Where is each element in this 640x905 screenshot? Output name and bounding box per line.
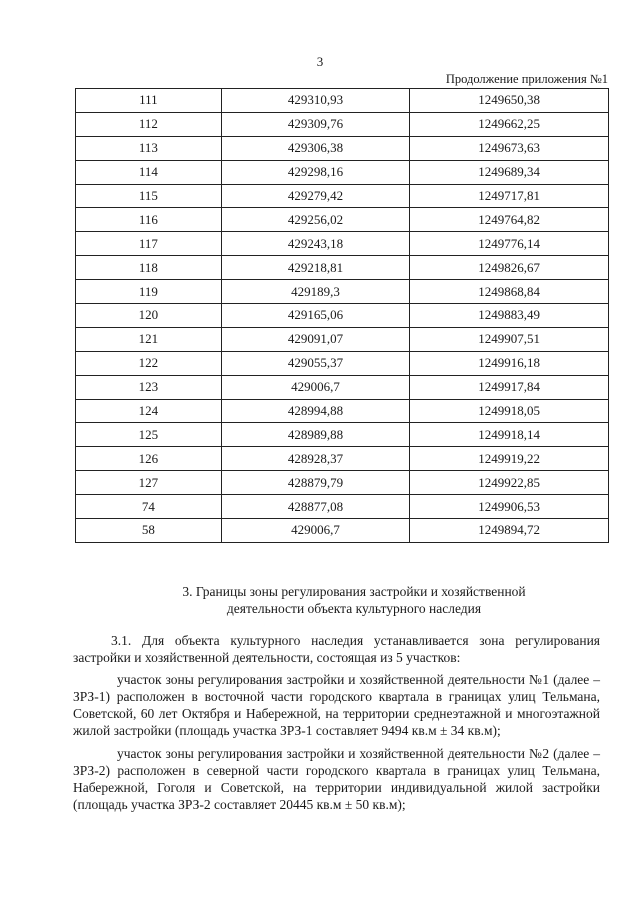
table-row [76, 232, 609, 256]
table-row [76, 447, 609, 471]
y-coordinate-cell: 1249916,18 [410, 351, 609, 375]
point-number-cell: 124 [76, 399, 222, 423]
point-number-cell: 113 [76, 136, 222, 160]
x-coordinate-cell: 429165,06 [221, 304, 410, 328]
y-coordinate-cell: 1249883,49 [410, 304, 609, 328]
table-row [76, 280, 609, 304]
y-coordinate-cell: 1249650,38 [410, 89, 609, 113]
table-row [76, 399, 609, 423]
y-coordinate-cell: 1249689,34 [410, 160, 609, 184]
paragraph-3-1: 3.1. Для объекта культурного наследия устанавливается зона регулирования застройки и хозяйственной деятельности, состоящая из 5 участков: [73, 633, 600, 666]
x-coordinate-cell: 429006,7 [221, 519, 410, 543]
point-number-cell: 115 [76, 184, 222, 208]
x-coordinate-cell: 428879,79 [221, 471, 410, 495]
table-row [76, 136, 609, 160]
x-coordinate-cell: 429310,93 [221, 89, 410, 113]
table-row [76, 160, 609, 184]
table-row [76, 495, 609, 519]
x-coordinate-cell: 429256,02 [221, 208, 410, 232]
point-number-cell: 58 [76, 519, 222, 543]
x-coordinate-cell: 429279,42 [221, 184, 410, 208]
body-text [73, 632, 600, 818]
table-row [76, 327, 609, 351]
point-number-cell: 127 [76, 471, 222, 495]
x-coordinate-cell: 429243,18 [221, 232, 410, 256]
point-number-cell: 120 [76, 304, 222, 328]
y-coordinate-cell: 1249776,14 [410, 232, 609, 256]
point-number-cell: 121 [76, 327, 222, 351]
table-row [76, 184, 609, 208]
y-coordinate-cell: 1249918,05 [410, 399, 609, 423]
x-coordinate-cell: 429218,81 [221, 256, 410, 280]
point-number-cell: 119 [76, 280, 222, 304]
point-number-cell: 114 [76, 160, 222, 184]
appendix-continuation-note: Продолжение приложения №1 [445, 72, 608, 86]
table-row [76, 375, 609, 399]
point-number-cell: 74 [76, 495, 222, 519]
section-title-line-1: 3. Границы зоны регулирования застройки и хозяйственной [182, 584, 526, 599]
y-coordinate-cell: 1249673,63 [410, 136, 609, 160]
x-coordinate-cell: 429189,3 [221, 280, 410, 304]
point-number-cell: 118 [76, 256, 222, 280]
point-number-cell: 117 [76, 232, 222, 256]
x-coordinate-cell: 428928,37 [221, 447, 410, 471]
page-number: 3 [316, 54, 324, 69]
y-coordinate-cell: 1249907,51 [410, 327, 609, 351]
section-title-line-2: деятельности объекта культурного наследия [226, 601, 482, 616]
table-row [76, 256, 609, 280]
coordinates-table [75, 88, 609, 543]
x-coordinate-cell: 429298,16 [221, 160, 410, 184]
y-coordinate-cell: 1249868,84 [410, 280, 609, 304]
x-coordinate-cell: 428989,88 [221, 423, 410, 447]
paragraph-zrz-1: участок зоны регулирования застройки и хозяйственной деятельности №1 (далее – ЗРЗ-1) расположен в восточной части городского квартала в границах улиц Тельмана, Советской, 60 лет Октября и Набережной, на территории среднеэтажной и многоэтажной жилой застройки (площадь участка ЗРЗ-1 составляет 9494 кв.м ± 34 кв.м); [73, 672, 600, 739]
x-coordinate-cell: 429306,38 [221, 136, 410, 160]
x-coordinate-cell: 429055,37 [221, 351, 410, 375]
y-coordinate-cell: 1249662,25 [410, 112, 609, 136]
point-number-cell: 112 [76, 112, 222, 136]
table-row [76, 471, 609, 495]
x-coordinate-cell: 429006,7 [221, 375, 410, 399]
coordinates-table-body [76, 89, 609, 543]
x-coordinate-cell: 429091,07 [221, 327, 410, 351]
x-coordinate-cell: 428994,88 [221, 399, 410, 423]
y-coordinate-cell: 1249764,82 [410, 208, 609, 232]
x-coordinate-cell: 429309,76 [221, 112, 410, 136]
point-number-cell: 126 [76, 447, 222, 471]
y-coordinate-cell: 1249919,22 [410, 447, 609, 471]
point-number-cell: 116 [76, 208, 222, 232]
y-coordinate-cell: 1249894,72 [410, 519, 609, 543]
point-number-cell: 122 [76, 351, 222, 375]
y-coordinate-cell: 1249906,53 [410, 495, 609, 519]
point-number-cell: 123 [76, 375, 222, 399]
table-row [76, 112, 609, 136]
table-row [76, 423, 609, 447]
point-number-cell: 111 [76, 89, 222, 113]
point-number-cell: 125 [76, 423, 222, 447]
x-coordinate-cell: 428877,08 [221, 495, 410, 519]
y-coordinate-cell: 1249826,67 [410, 256, 609, 280]
paragraph-zrz-2: участок зоны регулирования застройки и хозяйственной деятельности №2 (далее – ЗРЗ-2) расположен в северной части городского квартала в границах улиц Тельмана, Набережной, Гоголя и Советской, на территории индивидуальной жилой застройки (площадь участка ЗРЗ-2 составляет 20445 кв.м ± 50 кв.м); [73, 745, 600, 812]
y-coordinate-cell: 1249717,81 [410, 184, 609, 208]
table-row [76, 89, 609, 113]
y-coordinate-cell: 1249922,85 [410, 471, 609, 495]
section-title [120, 583, 588, 617]
table-row [76, 208, 609, 232]
y-coordinate-cell: 1249917,84 [410, 375, 609, 399]
table-row [76, 304, 609, 328]
table-row [76, 519, 609, 543]
table-row [76, 351, 609, 375]
y-coordinate-cell: 1249918,14 [410, 423, 609, 447]
